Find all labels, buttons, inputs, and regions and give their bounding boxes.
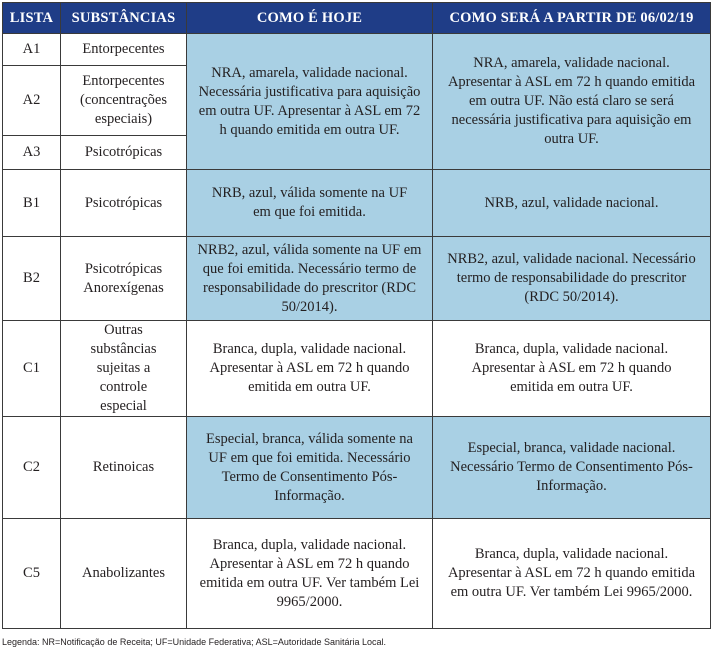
controlled-substances-table xyxy=(2,2,711,629)
futuro-cell: NRB2, azul, validade nacional. Necessário termo de responsabilidade do prescritor (RDC 50/2014). xyxy=(433,237,711,321)
substancia-cell: Outras substâncias sujeitas a controle especial xyxy=(61,321,187,417)
header-lista: LISTA xyxy=(3,3,61,34)
substancia-cell: Psicotrópicas xyxy=(61,136,187,170)
lista-cell: C5 xyxy=(3,519,61,629)
hoje-cell: NRA, amarela, validade nacional. Necessária justificativa para aquisição em outra UF. Apresentar à ASL em 72 h quando emitida em outra UF. xyxy=(187,34,433,170)
futuro-cell: Branca, dupla, validade nacional. Apresentar à ASL em 72 h quando emitida em outra UF. Ver também Lei 9965/2000. xyxy=(433,519,711,629)
futuro-cell: Especial, branca, validade nacional. Necessário Termo de Consentimento Pós-Informação. xyxy=(433,417,711,519)
hoje-cell: NRB2, azul, válida somente na UF em que foi emitida. Necessário termo de responsabilidade do prescritor (RDC 50/2014). xyxy=(187,237,433,321)
substancia-cell: Psicotrópicas xyxy=(61,170,187,237)
hoje-cell: Especial, branca, válida somente na UF em que foi emitida. Necessário Termo de Consentimento Pós-Informação. xyxy=(187,417,433,519)
futuro-cell: NRB, azul, validade nacional. xyxy=(433,170,711,237)
substancia-cell: Retinoicas xyxy=(61,417,187,519)
futuro-cell: Branca, dupla, validade nacional. Apresentar à ASL em 72 h quando emitida em outra UF. xyxy=(433,321,711,417)
hoje-cell: NRB, azul, válida somente na UF em que foi emitida. xyxy=(187,170,433,237)
lista-cell: B2 xyxy=(3,237,61,321)
lista-cell: A3 xyxy=(3,136,61,170)
lista-cell: A1 xyxy=(3,34,61,66)
table-row-a1 xyxy=(3,34,711,66)
hoje-cell: Branca, dupla, validade nacional. Apresentar à ASL em 72 h quando emitida em outra UF. Ver também Lei 9965/2000. xyxy=(187,519,433,629)
table-row-c2 xyxy=(3,417,711,519)
substancia-cell: Anabolizantes xyxy=(61,519,187,629)
lista-cell: C2 xyxy=(3,417,61,519)
substancia-cell: Entorpecentes (concentrações especiais) xyxy=(61,66,187,136)
table-row-c5 xyxy=(3,519,711,629)
futuro-cell: NRA, amarela, validade nacional. Apresentar à ASL em 72 h quando emitida em outra UF. Não está claro se será necessária justificativa para aquisição em outra UF. xyxy=(433,34,711,170)
lista-cell: A2 xyxy=(3,66,61,136)
header-row xyxy=(3,3,711,34)
table-row-b1 xyxy=(3,170,711,237)
table-row-c1 xyxy=(3,321,711,417)
header-como-sera: COMO SERÁ A PARTIR DE 06/02/19 xyxy=(433,3,711,34)
header-como-e-hoje: COMO É HOJE xyxy=(187,3,433,34)
lista-cell: C1 xyxy=(3,321,61,417)
legend-note: Legenda: NR=Notificação de Receita; UF=Unidade Federativa; ASL=Autoridade Sanitária Local. xyxy=(2,637,386,647)
substancia-cell: Entorpecentes xyxy=(61,34,187,66)
hoje-cell: Branca, dupla, validade nacional. Apresentar à ASL em 72 h quando emitida em outra UF. xyxy=(187,321,433,417)
lista-cell: B1 xyxy=(3,170,61,237)
table-row-b2 xyxy=(3,237,711,321)
header-substancias: SUBSTÂNCIAS xyxy=(61,3,187,34)
substancia-cell: Psicotrópicas Anorexígenas xyxy=(61,237,187,321)
